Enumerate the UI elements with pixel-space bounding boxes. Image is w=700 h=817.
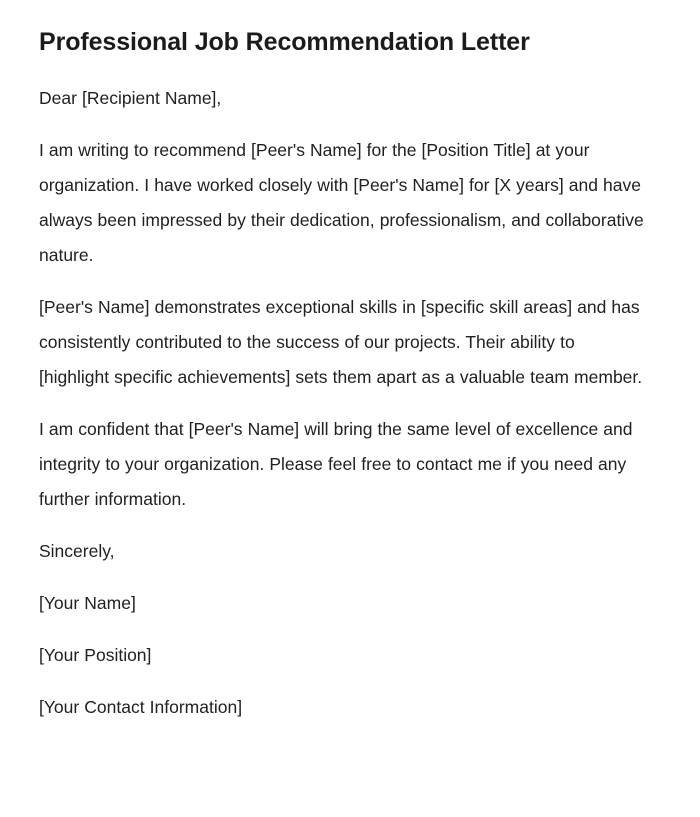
signature-name: [Your Name] [39, 593, 136, 613]
body-paragraph-2: [Peer's Name] demonstrates exceptional skills in [specific skill areas] and has consistently contributed to the success of our projects. Their ability to [highlight specific achievements] sets them apart as a valuable team member. [39, 297, 643, 387]
body-paragraph-3: I am confident that [Peer's Name] will bring the same level of excellence and integrity to your organization. Please feel free to contact me if you need any further information. [39, 419, 633, 509]
signature-position: [Your Position] [39, 645, 152, 665]
closing-line: Sincerely, [39, 541, 115, 561]
salutation-line: Dear [Recipient Name], [39, 88, 222, 108]
signature-contact: [Your Contact Information] [39, 697, 243, 717]
page-title: Professional Job Recommendation Letter [39, 28, 530, 56]
body-paragraph-1: I am writing to recommend [Peer's Name] for the [Position Title] at your organization. I have worked closely with [Peer's Name] for [X years] and have always been impressed by their dedication, professionalism, and collaborative nature. [39, 140, 644, 265]
